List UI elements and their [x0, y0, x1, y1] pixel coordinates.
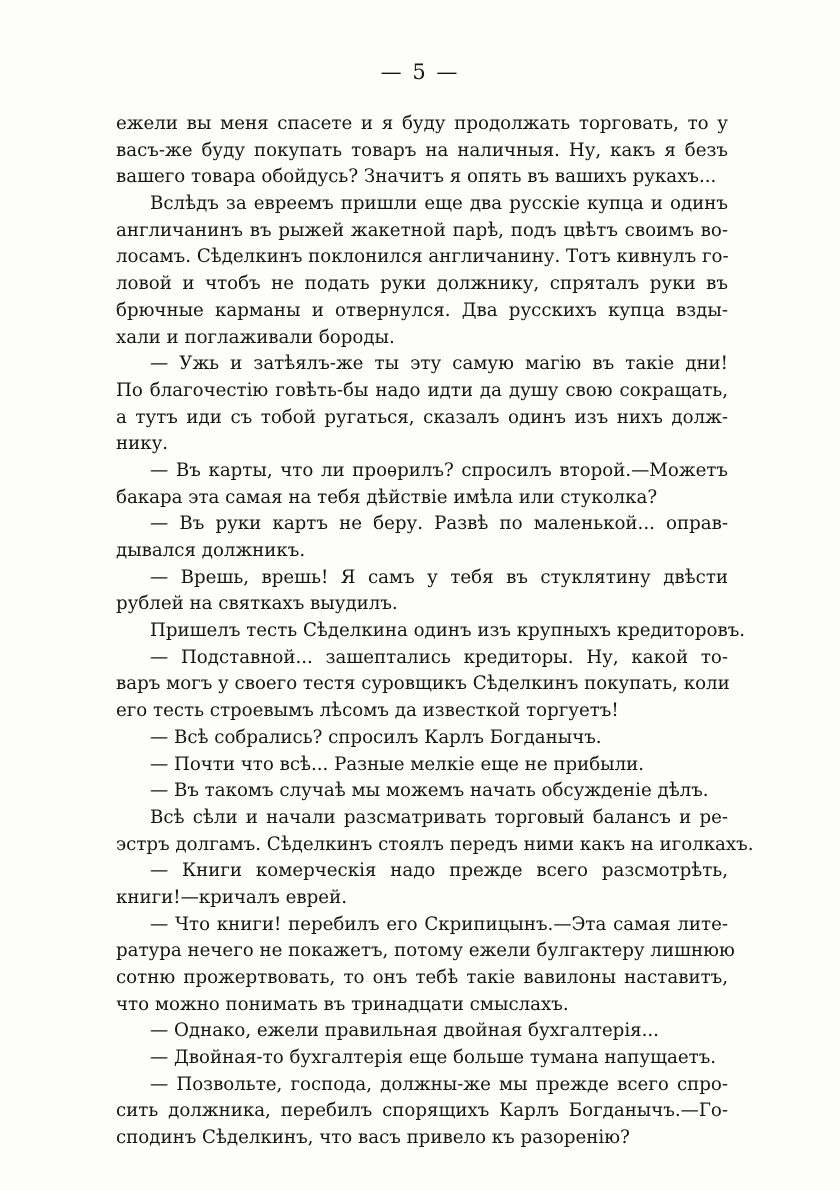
text-line: а тутъ иди съ тобой ругаться, сказалъ одинъ изъ нихъ долж- [116, 406, 728, 428]
text-line: — Однако, ежели правильная двойная бухгалтерія... [150, 1020, 659, 1042]
text-line: — Почти что всѣ... Разные мелкіе еще не прибыли. [150, 753, 645, 775]
text-line: Вслѣдъ за евреемъ пришли еще два русскіе купца и одинъ [150, 193, 728, 215]
text-line: — Что книги! перебилъ его Скрипицынъ.—Эта самая лите- [150, 913, 728, 935]
text-line: сподинъ Сѣделкинъ, что васъ привело къ разоренію? [116, 1127, 630, 1149]
page-number: — 5 — [380, 60, 460, 84]
text-line: вашего товара обойдусь? Значитъ я опять въ вашихъ рукахъ... [116, 166, 717, 188]
text-line: — Подставной... зашептались кредиторы. Ну, какой то- [150, 646, 728, 668]
text-line: — Въ такомъ случаѣ мы можемъ начать обсужденіе дѣлъ. [150, 780, 709, 802]
text-line: лосамъ. Сѣделкинъ поклонился англичанину. Тотъ кивнулъ го- [116, 246, 729, 268]
text-line: ловой и чтобъ не подать руки должнику, спряталъ руки въ [116, 273, 728, 295]
text-line: — Врешь, врешь! Я самъ у тебя въ стуклятину двѣсти [150, 566, 728, 588]
text-line: Пришелъ тесть Сѣделкина одинъ изъ крупныхъ кредиторовъ. [150, 620, 746, 642]
text-line: Всѣ сѣли и начали разсматривать торговый балансъ и ре- [150, 806, 728, 828]
text-line: хали и поглаживали бороды. [116, 326, 395, 348]
text-line: По благочестію говѣть-бы надо идти да душу свою сокращать, [116, 379, 728, 401]
text-line: его тесть строевымъ лѣсомъ да известкой торгуетъ! [116, 700, 619, 722]
text-line: — Ужь и затѣялъ-же ты эту самую магію въ такіе дни! [150, 353, 728, 375]
text-line: нику. [116, 433, 169, 455]
text-line: ратура нечего не покажетъ, потому ежели булгактеру лишнюю [116, 940, 735, 962]
text-line: — Позвольте, господа, должны-же мы прежде всего спро- [150, 1073, 728, 1095]
text-line: — Въ руки картъ не беру. Развѣ по маленькой... оправ- [150, 513, 728, 535]
text-line: рублей на святкахъ выудилъ. [116, 593, 398, 615]
text-line: книги!—кричалъ еврей. [116, 886, 347, 908]
text-line: — Книги комерческія надо прежде всего разсмотрѣть, [150, 860, 728, 882]
text-line: эстръ долгамъ. Сѣделкинъ стоялъ передъ ними какъ на иголкахъ. [116, 833, 754, 855]
text-line: бакара эта самая на тебя дѣйствіе имѣла или стуколка? [116, 486, 658, 508]
text-line: брючные карманы и отвернулся. Два русскихъ купца взды- [116, 299, 728, 321]
text-line: дывался должникъ. [116, 540, 306, 561]
text-line: англичанинъ въ рыжей жакетной парѣ, подъ цвѣтъ своимъ во- [116, 219, 728, 241]
text-line: — Двойная-то бухгалтерія еще больше тумана напущаетъ. [150, 1047, 717, 1069]
text-line: сотню прожертвовать, то онъ тебѣ такіе вавилоны наставитъ, [116, 967, 728, 988]
text-line: — Въ карты, что ли проѳрилъ? спросилъ второй.—Можетъ [150, 459, 728, 481]
text-line: что можно понимать въ тринадцати смыслахъ. [116, 993, 569, 1015]
text-line: васъ-же буду покупать товаръ на наличныя. Ну, какъ я безъ [116, 139, 728, 161]
text-line: ежели вы меня спасете и я буду продолжать торговать, то у [116, 113, 728, 134]
body-text [116, 111, 754, 1152]
text-line: сить должника, перебилъ спорящихъ Карлъ Богданычъ.—Го- [116, 1100, 728, 1122]
text-line: варъ могъ у своего тестя суровщикъ Сѣделкинъ покупать, коли [116, 673, 730, 695]
text-line: — Всѣ собрались? спросилъ Карлъ Богданычъ. [150, 726, 602, 748]
